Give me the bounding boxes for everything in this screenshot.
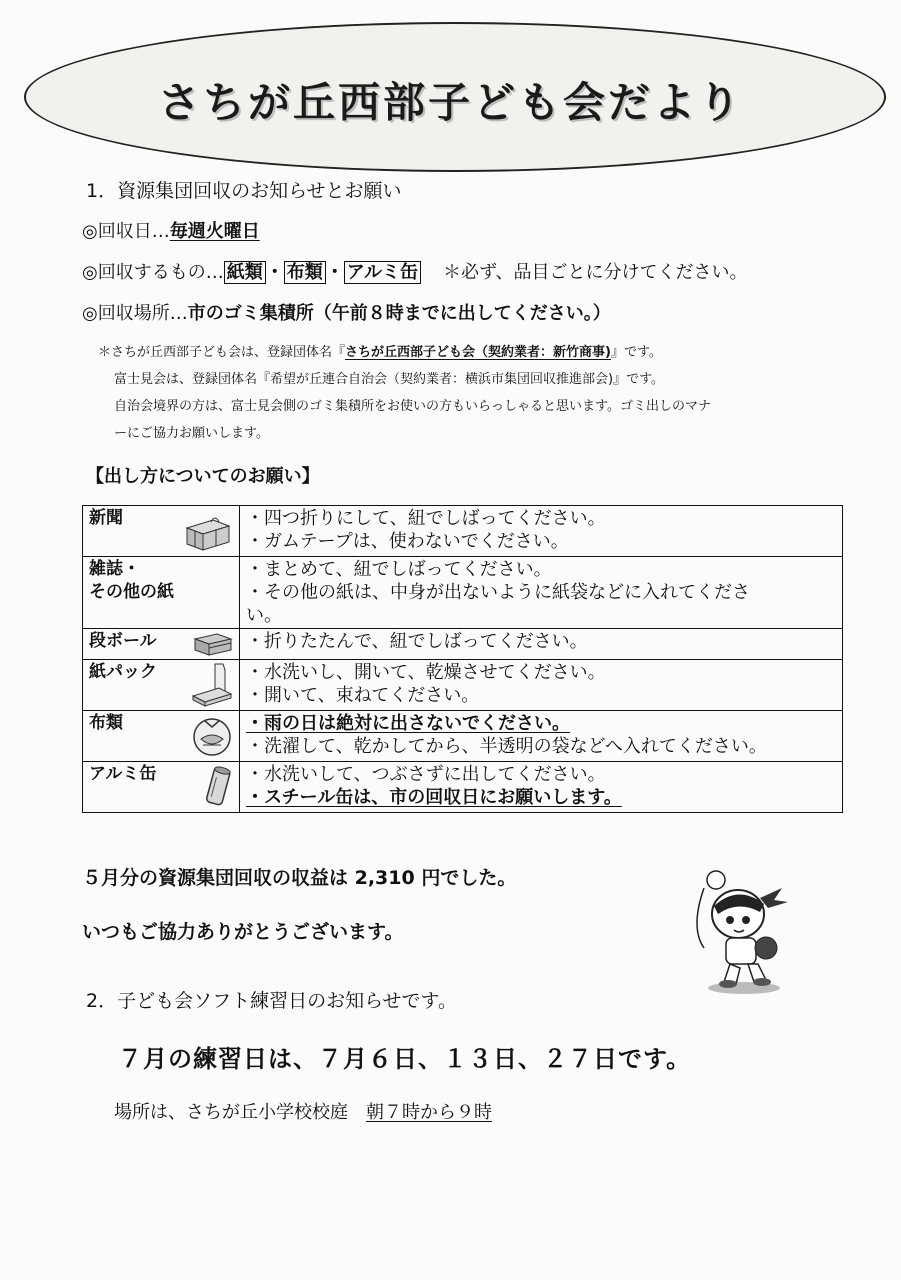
rules-line: ・開いて、束ねてください。 bbox=[246, 685, 480, 706]
rules-category bbox=[83, 711, 240, 762]
item-paper: 紙類 bbox=[224, 261, 266, 284]
rules-category-label: 段ボール bbox=[89, 631, 157, 651]
rules-category bbox=[83, 762, 240, 813]
rules-table bbox=[82, 505, 843, 813]
milk-carton-icon bbox=[189, 662, 233, 708]
cardboard-stack-icon bbox=[193, 631, 233, 657]
section2-heading: 2．子ども会ソフト練習日のお知らせです。 bbox=[86, 990, 457, 1012]
note-line-3: 自治会境界の方は、富士見会側のゴミ集積所をお使いの方もいらっしゃると思います。ゴミ出しのマナ bbox=[114, 399, 711, 414]
rules-row-cloth bbox=[83, 711, 843, 762]
note-line-1-suffix: 』です。 bbox=[610, 345, 662, 360]
practice-time: 朝７時から９時 bbox=[366, 1102, 492, 1123]
note-line-2: 富士見会は、登録団体名『希望が丘連合自治会（契約業者：横浜市集団回収推進部会)』です。 bbox=[114, 372, 665, 387]
item-cloth: 布類 bbox=[284, 261, 326, 284]
rules-line: ・折りたたんで、紐でしばってください。 bbox=[246, 631, 588, 652]
items-note: ＊必ず、品目ごとに分けてください。 bbox=[443, 262, 748, 283]
rules-row-aluminum-can bbox=[83, 762, 843, 813]
rules-line-emphasis: ・スチール缶は、市の回収日にお願いします。 bbox=[246, 787, 622, 808]
rules-text bbox=[240, 557, 843, 629]
collection-place-row bbox=[82, 299, 611, 325]
softball-player-illustration bbox=[676, 858, 806, 998]
rules-line: ・水洗いして、つぶさずに出してください。 bbox=[246, 764, 606, 785]
note-line-4: ーにご協力お願いします。 bbox=[114, 426, 269, 441]
rules-category-label: 布類 bbox=[89, 713, 123, 733]
item-aluminum: アルミ缶 bbox=[344, 261, 421, 284]
rules-row-paper-pack bbox=[83, 660, 843, 711]
practice-place: 場所は、さちが丘小学校校庭 bbox=[114, 1102, 366, 1123]
item-separator: ・ bbox=[325, 262, 344, 283]
section1-heading: 1．資源集団回収のお知らせとお願い bbox=[86, 180, 402, 202]
rules-category bbox=[83, 506, 240, 557]
rules-line: ・その他の紙は、中身が出ないように紙袋などに入れてくださ い。 bbox=[246, 582, 750, 626]
rules-category-label: アルミ缶 bbox=[89, 764, 157, 784]
rules-category: 雑誌・ その他の紙 bbox=[83, 557, 240, 629]
note-line-1-bold: さちが丘西部子ども会（契約業者：新竹商事) bbox=[345, 345, 611, 360]
rules-row-newspaper bbox=[83, 506, 843, 557]
collection-items-row bbox=[82, 258, 748, 284]
practice-place-row bbox=[114, 1098, 492, 1124]
rules-line: ・四つ折りにして、紐でしばってください。 bbox=[246, 508, 606, 529]
collection-items-label: ◎回収するもの… bbox=[82, 262, 224, 283]
rules-category bbox=[83, 629, 240, 660]
cloth-bundle-icon bbox=[191, 713, 233, 757]
rules-text bbox=[240, 660, 843, 711]
rules-text bbox=[240, 762, 843, 813]
rules-row-magazines bbox=[83, 557, 843, 629]
collection-day-label: ◎回収日… bbox=[82, 221, 170, 242]
rules-heading: 【出し方についてのお願い】 bbox=[86, 466, 320, 487]
rules-line: ・ガムテープは、使わないでください。 bbox=[246, 531, 569, 552]
aluminum-can-icon bbox=[203, 764, 233, 810]
rules-text bbox=[240, 629, 843, 660]
note-line-1 bbox=[98, 339, 662, 366]
rules-line: ・水洗いし、開いて、乾燥させてください。 bbox=[246, 662, 606, 683]
rules-line: ・洗濯して、乾かしてから、半透明の袋などへ入れてください。 bbox=[246, 736, 767, 757]
page-title: さちが丘西部子ども会だより bbox=[157, 78, 743, 127]
item-separator: ・ bbox=[265, 262, 284, 283]
collection-day-row bbox=[82, 217, 260, 243]
rules-line-emphasis: ・雨の日は絶対に出さないでください。 bbox=[246, 713, 570, 734]
practice-dates: ７月の練習日は、７月６日、１３日、２７日です。 bbox=[118, 1045, 692, 1073]
rules-category bbox=[83, 660, 240, 711]
collection-place-value: 市のゴミ集積所（午前８時までに出してください。） bbox=[187, 303, 611, 324]
rules-category-label: 新聞 bbox=[89, 508, 123, 528]
rules-text bbox=[240, 506, 843, 557]
thanks-text: いつもご協力ありがとうございます。 bbox=[82, 921, 404, 943]
newspaper-bundle-icon bbox=[183, 512, 233, 552]
rules-text bbox=[240, 711, 843, 762]
collection-place-label: ◎回収場所… bbox=[82, 303, 188, 324]
rules-category-label: 紙パック bbox=[89, 662, 157, 682]
rules-row-cardboard bbox=[83, 629, 843, 660]
collection-day-value: 毎週火曜日 bbox=[169, 221, 260, 242]
rules-line: ・まとめて、紐でしばってください。 bbox=[246, 559, 552, 580]
note-line-1-prefix: ＊さちが丘西部子ども会は、登録団体名『 bbox=[98, 345, 346, 360]
revenue-text: ５月分の資源集団回収の収益は 2,310 円でした。 bbox=[82, 867, 517, 889]
